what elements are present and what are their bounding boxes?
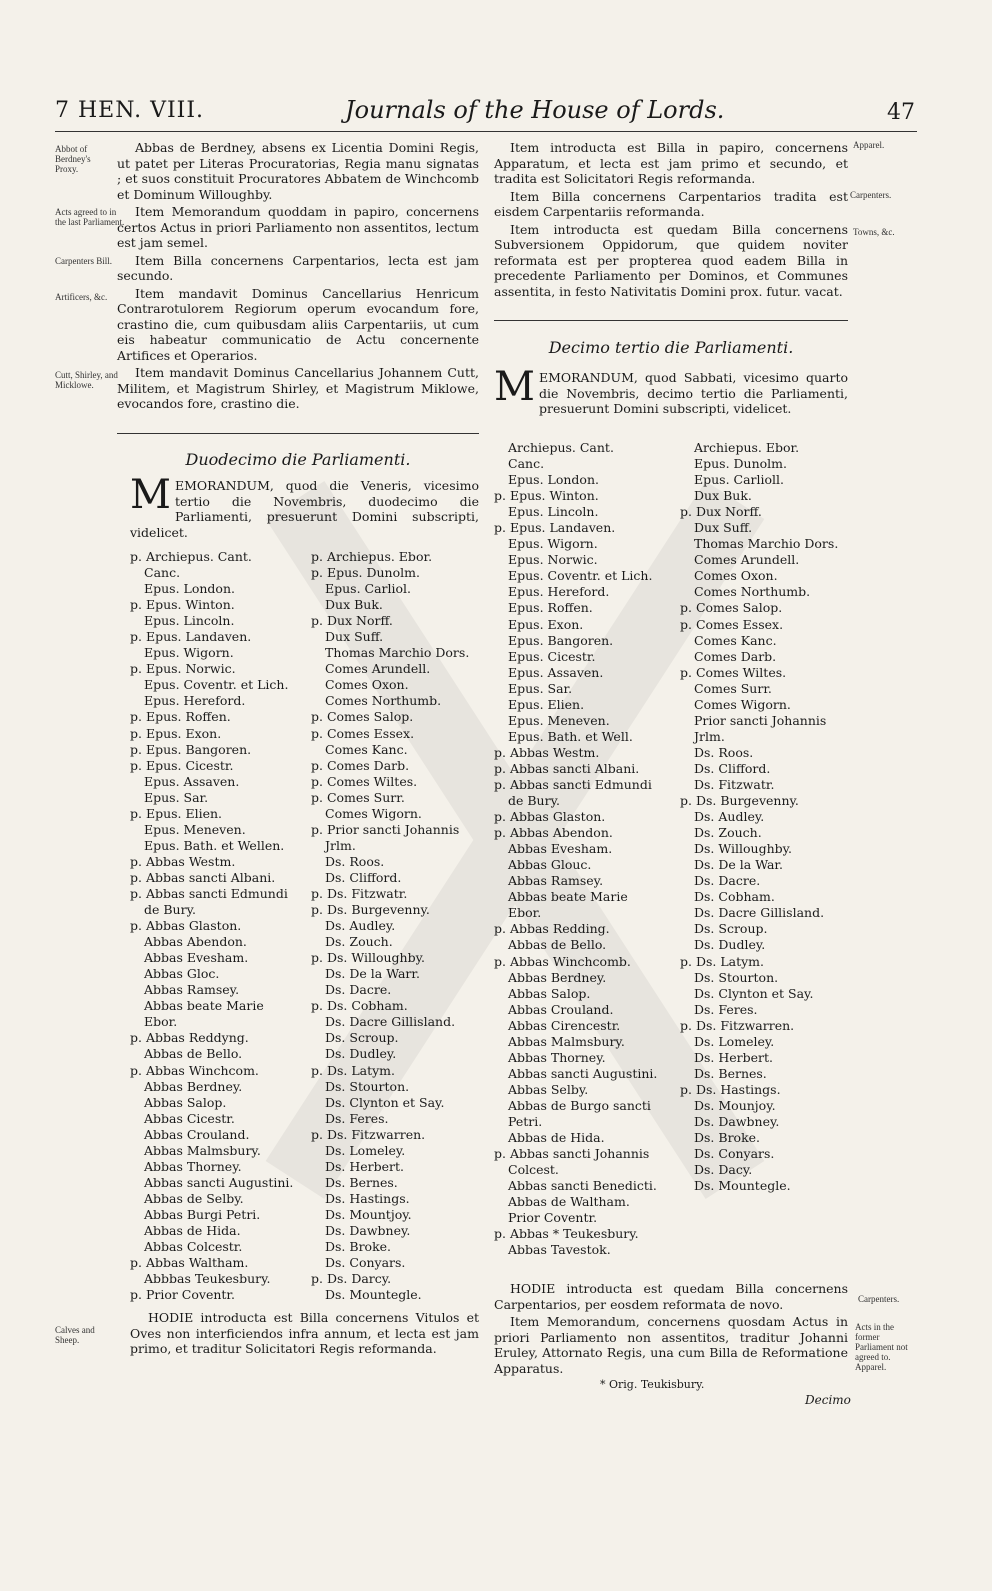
lord-entry: Ds. Mountegle. [325,1287,422,1303]
lord-entry: Abbas Ramsey. [508,873,604,889]
lord-entry: Epus. Meneven. [144,821,246,837]
lord-entry: Comes Northumb. [694,584,811,600]
lords-list-12-right [311,549,481,1303]
hodie-12 [130,1310,479,1359]
lord-entry: Jrlm. [325,837,356,853]
lord-entry: Abbas de Hida. [508,1130,605,1146]
lord-entry: p. Abbas Waltham. [130,1255,249,1271]
page-number: 47 [887,100,915,125]
lord-entry: Abbas Salop. [144,1094,227,1110]
lord-entry: Abbas Malmsbury. [144,1142,261,1158]
lord-entry: Ds. Broke. [694,1130,761,1146]
lord-entry: Abbas Tavestok. [508,1242,611,1258]
lord-entry: Epus. Coventr. et Lich. [508,568,653,584]
lord-entry: Abbas Ramsey. [144,982,240,998]
lord-entry: Epus. London. [508,472,599,488]
lord-entry: Ds. Herbert. [694,1049,774,1065]
lord-entry: p. Comes Surr. [311,789,405,805]
lord-entry: Epus. Sar. [508,680,573,696]
lord-entry: Epus. Bath. et Well. [508,728,633,744]
paragraph-cutt: Item mandavit Dominus Cancellarius Johannem Cutt, Militem, et Magistrum Shirley, et Magistrum Miklowe, evocandos fore, crastino die. [117,365,479,411]
lord-entry: Ds. Clifford. [694,760,771,776]
lord-entry: p. Epus. Cicestr. [130,757,234,773]
lord-entry: Ds. Feres. [325,1110,389,1126]
lord-entry: p. Ds. Burgevenny. [680,793,799,809]
lord-entry: Comes Wigorn. [325,805,422,821]
lord-entry: p. Abbas sancti Edmundi [494,776,652,792]
lord-entry: Ds. Mountjoy. [325,1206,412,1222]
lord-entry: p. Ds. Fitzwarren. [311,1126,426,1142]
lord-entry: Abbas sancti Augustini. [508,1065,658,1081]
lord-entry: p. Archiepus. Ebor. [311,549,433,564]
header-rule [55,131,917,132]
memo-text-12: EMORANDUM, quod die Veneris, vicesimo tertio die Novembris, duodecimo die Parliamenti, presuerunt Domini subscripti, videlicet. [130,478,479,540]
lord-entry: Abbas Glouc. [508,857,592,873]
lord-entry: Ds. Lomeley. [325,1142,406,1158]
lord-entry: Dux Suff. [325,629,384,645]
lord-entry: Comes Arundell. [325,661,431,677]
header-regnal-year: 7 HEN. VIII. [55,98,205,123]
lord-entry: p. Abbas Glaston. [130,918,242,934]
lord-entry: Ds. Dudley. [694,937,766,953]
lord-entry: Ds. Bernes. [325,1174,398,1190]
lord-entry: p. Epus. Exon. [130,725,222,741]
lord-entry: Abbas Salop. [508,985,591,1001]
lord-entry: p. Prior sancti Johannis [311,821,460,837]
lord-entry: Epus. Coventr. et Lich. [144,677,289,693]
lord-entry: Abbas Cirencestr. [508,1017,621,1033]
lord-entry: Ds. Dacre. [325,982,392,998]
section-title-13: Decimo tertio die Parliamenti. [548,338,794,357]
lord-entry: Abbas Berdney. [144,1078,243,1094]
lord-entry: p. Abbas sancti Edmundi [130,885,288,901]
lord-entry: Ds. Herbert. [325,1158,405,1174]
right-top-column [494,140,848,301]
lord-entry: p. Epus. Bangoren. [130,741,252,757]
margin-note-towns: Towns, &c. [853,227,895,237]
lord-entry: Ds. Cobham. [694,889,775,905]
lord-entry: p. Epus. Winton. [494,488,599,504]
lord-entry: p. Abbas sancti Albani. [494,760,640,776]
paragraph-towns: Item introducta est quedam Billa concernens Subversionem Oppidorum, que quidem noviter reformata est per propterea quod eadem Billa in precedente Parliamento per Dominos, et Communes assentita, in festo Nativitatis Domini prox. futur. vacat. [494,221,848,299]
lord-entry: Epus. Norwic. [508,552,598,568]
lord-entry: Abbas de Waltham. [508,1194,630,1210]
footnote: * Orig. Teukisbury. [600,1378,705,1391]
lord-entry: p. Comes Wiltes. [311,773,418,789]
lord-entry: Epus. Dunolm. [694,456,788,472]
margin-note-cutt: Cutt, Shirley, and Micklowe. [55,370,118,390]
margin-note-acts: Acts agreed to in the last Parliament. [55,207,125,227]
lord-entry: Ds. Mountegle. [694,1178,791,1194]
section-title-12: Duodecimo die Parliamenti. [185,450,411,469]
memo-13 [494,364,848,417]
lord-entry: Abbas Thorney. [144,1158,242,1174]
lord-entry: Canc. [508,456,545,472]
hodie-text-12: HODIE introducta est Billa concernens Vitulos et Oves non interficiendos infra annum, et lecta est jam primo, et traditur Solicitatori Regis reformanda. [130,1310,479,1356]
dropcap-12: M [130,472,171,518]
lord-entry: Abbas Evesham. [144,950,249,966]
lords-list-12-left [130,549,295,1303]
margin-note-acts-13: Acts in the former Parliament not agreed to. Apparel. [855,1322,908,1372]
lord-entry: p. Epus. Winton. [130,597,235,613]
lord-entry: Ds. Dawbney. [694,1113,780,1129]
lord-entry: Comes Kanc. [694,632,777,648]
lord-entry: p. Ds. Darcy. [311,1271,392,1287]
page-header [55,96,915,126]
lord-entry: Thomas Marchio Dors. [325,645,470,661]
lord-entry: Prior Coventr. [508,1210,598,1226]
lords-list-13-left [494,440,669,1258]
lord-entry: p. Epus. Elien. [130,805,223,821]
lord-entry: Epus. Carliol. [325,581,412,597]
margin-note-carpenters-right: Carpenters. [850,190,892,200]
lord-entry: Ds. Hastings. [325,1190,410,1206]
lord-entry: Abbas de Bello. [144,1046,243,1062]
lord-entry: Epus. Lincoln. [144,613,235,629]
item-text-13: Item Memorandum, concernens quosdam Actus in priori Parliamento non assentitos, traditur Johanni Eruley, Attornato Regis, una cum Billa de Reformatione Apparatus. [494,1314,848,1376]
lord-entry: Ds. Clifford. [325,869,402,885]
lord-entry: Dux Buk. [325,597,383,613]
lord-entry: Epus. Bath. et Wellen. [144,837,285,853]
lord-entry: Ds. Bernes. [694,1065,767,1081]
lord-entry: Abbas Berdney. [508,969,607,985]
lord-entry: Comes Darb. [694,648,777,664]
lord-entry: Abbas Thorney. [508,1049,606,1065]
lord-entry: p. Abbas sancti Albani. [130,869,276,885]
lord-entry: Ds. Dacy. [694,1162,753,1178]
lord-entry: Ebor. [144,1014,178,1030]
lord-entry: Prior sancti Johannis [694,712,827,728]
lord-entry: p. Dux Norff. [311,613,393,629]
margin-note-carpenters: Carpenters Bill. [55,256,112,266]
margin-note-proxy: Abbot of Berdney's Proxy. [55,144,91,174]
lord-entry: p. Ds. Fitzwarren. [680,1017,795,1033]
lord-entry: Abbas de Hida. [144,1222,241,1238]
margin-note-artificers: Artificers, &c. [55,292,108,302]
margin-note-carpenters-13: Carpenters. [858,1294,900,1304]
lord-entry: p. Epus. Landaven. [494,520,616,536]
lord-entry: Ebor. [508,905,542,921]
lord-entry: Ds. Clynton et Say. [325,1094,445,1110]
memo-text-13: EMORANDUM, quod Sabbati, vicesimo quarto die Novembris, decimo tertio die Parliamenti, presuerunt Domini subscripti, videlicet. [538,370,848,416]
lord-entry: Thomas Marchio Dors. [694,536,839,552]
lord-entry: Epus. Meneven. [508,712,610,728]
lord-entry: Epus. Exon. [508,616,584,632]
lord-entry: p. Abbas Reddyng. [130,1030,249,1046]
lord-entry: Epus. Assaven. [144,773,240,789]
catchword: Decimo [805,1393,851,1407]
margin-note-apparel: Apparel. [853,140,885,150]
lord-entry: Ds. Scroup. [694,921,768,937]
lord-entry: Epus. Cicestr. [508,648,596,664]
lord-entry: Ds. Fitzwatr. [694,776,775,792]
lord-entry: Ds. Dacre Gillisland. [694,905,825,921]
lord-entry: Abbas beate Marie [144,998,264,1014]
lord-entry: p. Abbas Redding. [494,921,610,937]
lord-entry: Abbas sancti Augustini. [144,1174,294,1190]
hodie-13 [494,1281,848,1378]
memo-12 [130,472,479,540]
lord-entry: p. Epus. Dunolm. [311,565,420,581]
lord-entry: p. Ds. Willoughby. [311,950,425,966]
paragraph-artificers: Item mandavit Dominus Cancellarius Henricum Contrarotulorem Regiorum operum evocandum fore, crastino die, cum quibusdam aliis Carpentariis, ut cum eis habeatur communicatio de Actu concernente Artifices et Operarios. [117,285,479,363]
lord-entry: Abbas de Bello. [508,937,607,953]
lord-entry: p. Epus. Norwic. [130,661,236,677]
lord-entry: Ds. Clynton et Say. [694,985,814,1001]
lord-entry: Epus. Wigorn. [508,536,598,552]
paragraph-proxy: Abbas de Berdney, absens ex Licentia Domini Regis, ut patet per Literas Procuratorias, Regia manu signatas ; et suos constituit Procuratores Abbatem de Winchcomb et Dominum Willoughby. [117,140,479,202]
lord-entry: p. Ds. Latym. [311,1062,395,1078]
lord-entry: Abbas Evesham. [508,841,613,857]
lord-entry: Ds. Mounjoy. [694,1097,776,1113]
lord-entry: p. Dux Norff. [680,504,762,520]
lord-entry: Abbas Abendon. [144,934,247,950]
lord-entry: p. Abbas Winchcom. [130,1062,259,1078]
lord-entry: p. Ds. Hastings. [680,1081,781,1097]
lord-entry: Ds. Roos. [694,744,754,760]
lord-entry: Dux Suff. [694,520,753,536]
lord-entry: Epus. Bangoren. [508,632,614,648]
section-rule-13 [494,320,848,321]
lord-entry: p. Ds. Burgevenny. [311,902,430,918]
lord-entry: p. Abbas sancti Johannis [494,1146,650,1162]
lord-entry: Ds. Dudley. [325,1046,397,1062]
lord-entry: Comes Oxon. [325,677,409,693]
lord-entry: Abbas Colcestr. [144,1239,243,1255]
lord-entry: Comes Northumb. [325,693,442,709]
lord-entry: p. Comes Darb. [311,757,410,773]
lord-entry: Comes Surr. [694,680,772,696]
lord-entry: Abbas Crouland. [508,1001,614,1017]
lord-entry: Ds. Stourton. [325,1078,410,1094]
lord-entry: Ds. Dacre Gillisland. [325,1014,456,1030]
lord-entry: Abbas Cicestr. [144,1110,235,1126]
lord-entry: Ds. Willoughby. [694,841,793,857]
lord-entry: p. Ds. Fitzwatr. [311,885,408,901]
lord-entry: Abbas Selby. [508,1081,589,1097]
lord-entry: Epus. London. [144,581,235,597]
lord-entry: Epus. Hereford. [508,584,610,600]
lord-entry: p. Comes Essex. [680,616,784,632]
lord-entry: Ds. Lomeley. [694,1033,775,1049]
lord-entry: Ds. De la War. [694,857,783,873]
paragraph-carpenters: Item Billa concernens Carpentarios, lecta est jam secundo. [117,252,479,283]
lords-list-13-right [680,440,850,1194]
lord-entry: p. Epus. Roffen. [130,709,231,725]
lord-entry: Comes Kanc. [325,741,408,757]
lord-entry: de Bury. [508,793,560,809]
lord-entry: Epus. Assaven. [508,664,604,680]
lord-entry: Ds. Dawbney. [325,1222,411,1238]
paragraph-carpenters-reform: Item Billa concernens Carpentarios tradita est eisdem Carpentariis reformanda. [494,188,848,219]
lord-entry: p. Abbas Westm. [130,853,236,869]
margin-note-calves: Calves and Sheep. [55,1325,95,1345]
lord-entry: Abbas Crouland. [144,1126,250,1142]
left-top-column [117,140,479,414]
lord-entry: Dux Buk. [694,488,752,504]
lord-entry: Abbas beate Marie [508,889,628,905]
lord-entry: Abbas Malmsbury. [508,1033,625,1049]
lord-entry: Epus. Lincoln. [508,504,599,520]
lord-entry: p. Comes Essex. [311,725,415,741]
lord-entry: Ds. Scroup. [325,1030,399,1046]
lord-entry: p. Abbas Winchcomb. [494,953,631,969]
lord-entry: Epus. Wigorn. [144,645,234,661]
lord-entry: Ds. De la Warr. [325,966,420,982]
lord-entry: Jrlm. [694,728,725,744]
lord-entry: Abbas sancti Benedicti. [508,1178,657,1194]
lord-entry: Ds. Conyars. [325,1255,406,1271]
lord-entry: Ds. Audley. [694,809,765,825]
dropcap-13: M [494,364,535,410]
lord-entry: Ds. Dacre. [694,873,761,889]
lord-entry: Epus. Carlioll. [694,472,785,488]
paragraph-acts: Item Memorandum quoddam in papiro, concernens certos Actus in priori Parliamento non assentitos, lectum est jam semel. [117,204,479,250]
lord-entry: Canc. [144,565,181,581]
lord-entry: Comes Wigorn. [694,696,791,712]
lord-entry: p. Abbas Glaston. [494,809,606,825]
lord-entry: p. Archiepus. Cant. [130,549,252,564]
lord-entry: Ds. Stourton. [694,969,779,985]
lord-entry: Abbas Gloc. [144,966,220,982]
lord-entry: p. Prior Coventr. [130,1287,236,1303]
lord-entry: Ds. Audley. [325,918,396,934]
lord-entry: Abbbas Teukesbury. [144,1271,271,1287]
lord-entry: Ds. Feres. [694,1001,758,1017]
lord-entry: Abbas de Burgo sancti [508,1097,651,1113]
lord-entry: p. Comes Wiltes. [680,664,787,680]
lord-entry: p. Epus. Landaven. [130,629,252,645]
lord-entry: Epus. Roffen. [508,600,593,616]
lord-entry: de Bury. [144,902,196,918]
lord-entry: Colcest. [508,1162,559,1178]
lord-entry: Ds. Zouch. [694,825,762,841]
lord-entry: Epus. Hereford. [144,693,246,709]
lord-entry: p. Abbas * Teukesbury. [494,1226,639,1242]
lord-entry: p. Ds. Cobham. [311,998,408,1014]
section-rule-12 [117,433,479,434]
lord-entry: Epus. Sar. [144,789,209,805]
lord-entry: p. Abbas Abendon. [494,825,613,841]
lord-entry: Ds. Conyars. [694,1146,775,1162]
paragraph-apparel: Item introducta est Billa in papiro, concernens Apparatum, et lecta est jam primo et secundo, et tradita est Solicitatori Regis reformanda. [494,140,848,186]
lord-entry: Archiepus. Cant. [508,440,614,455]
lord-entry: Comes Arundell. [694,552,800,568]
lord-entry: Ds. Roos. [325,853,385,869]
lord-entry: p. Comes Salop. [680,600,783,616]
lord-entry: Ds. Broke. [325,1239,392,1255]
lord-entry: Archiepus. Ebor. [694,440,800,455]
lord-entry: Epus. Elien. [508,696,585,712]
lord-entry: Abbas Burgi Petri. [144,1206,261,1222]
header-title: Journals of the House of Lords. [345,96,725,124]
lord-entry: Comes Oxon. [694,568,778,584]
lord-entry: Abbas de Selby. [144,1190,244,1206]
lord-entry: Petri. [508,1113,543,1129]
lord-entry: Ds. Zouch. [325,934,393,950]
lord-entry: p. Comes Salop. [311,709,414,725]
lord-entry: p. Abbas Westm. [494,744,600,760]
lord-entry: p. Ds. Latym. [680,953,764,969]
hodie-text-13: HODIE introducta est quedam Billa concernens Carpentarios, per eosdem reformata de novo. [494,1281,848,1312]
